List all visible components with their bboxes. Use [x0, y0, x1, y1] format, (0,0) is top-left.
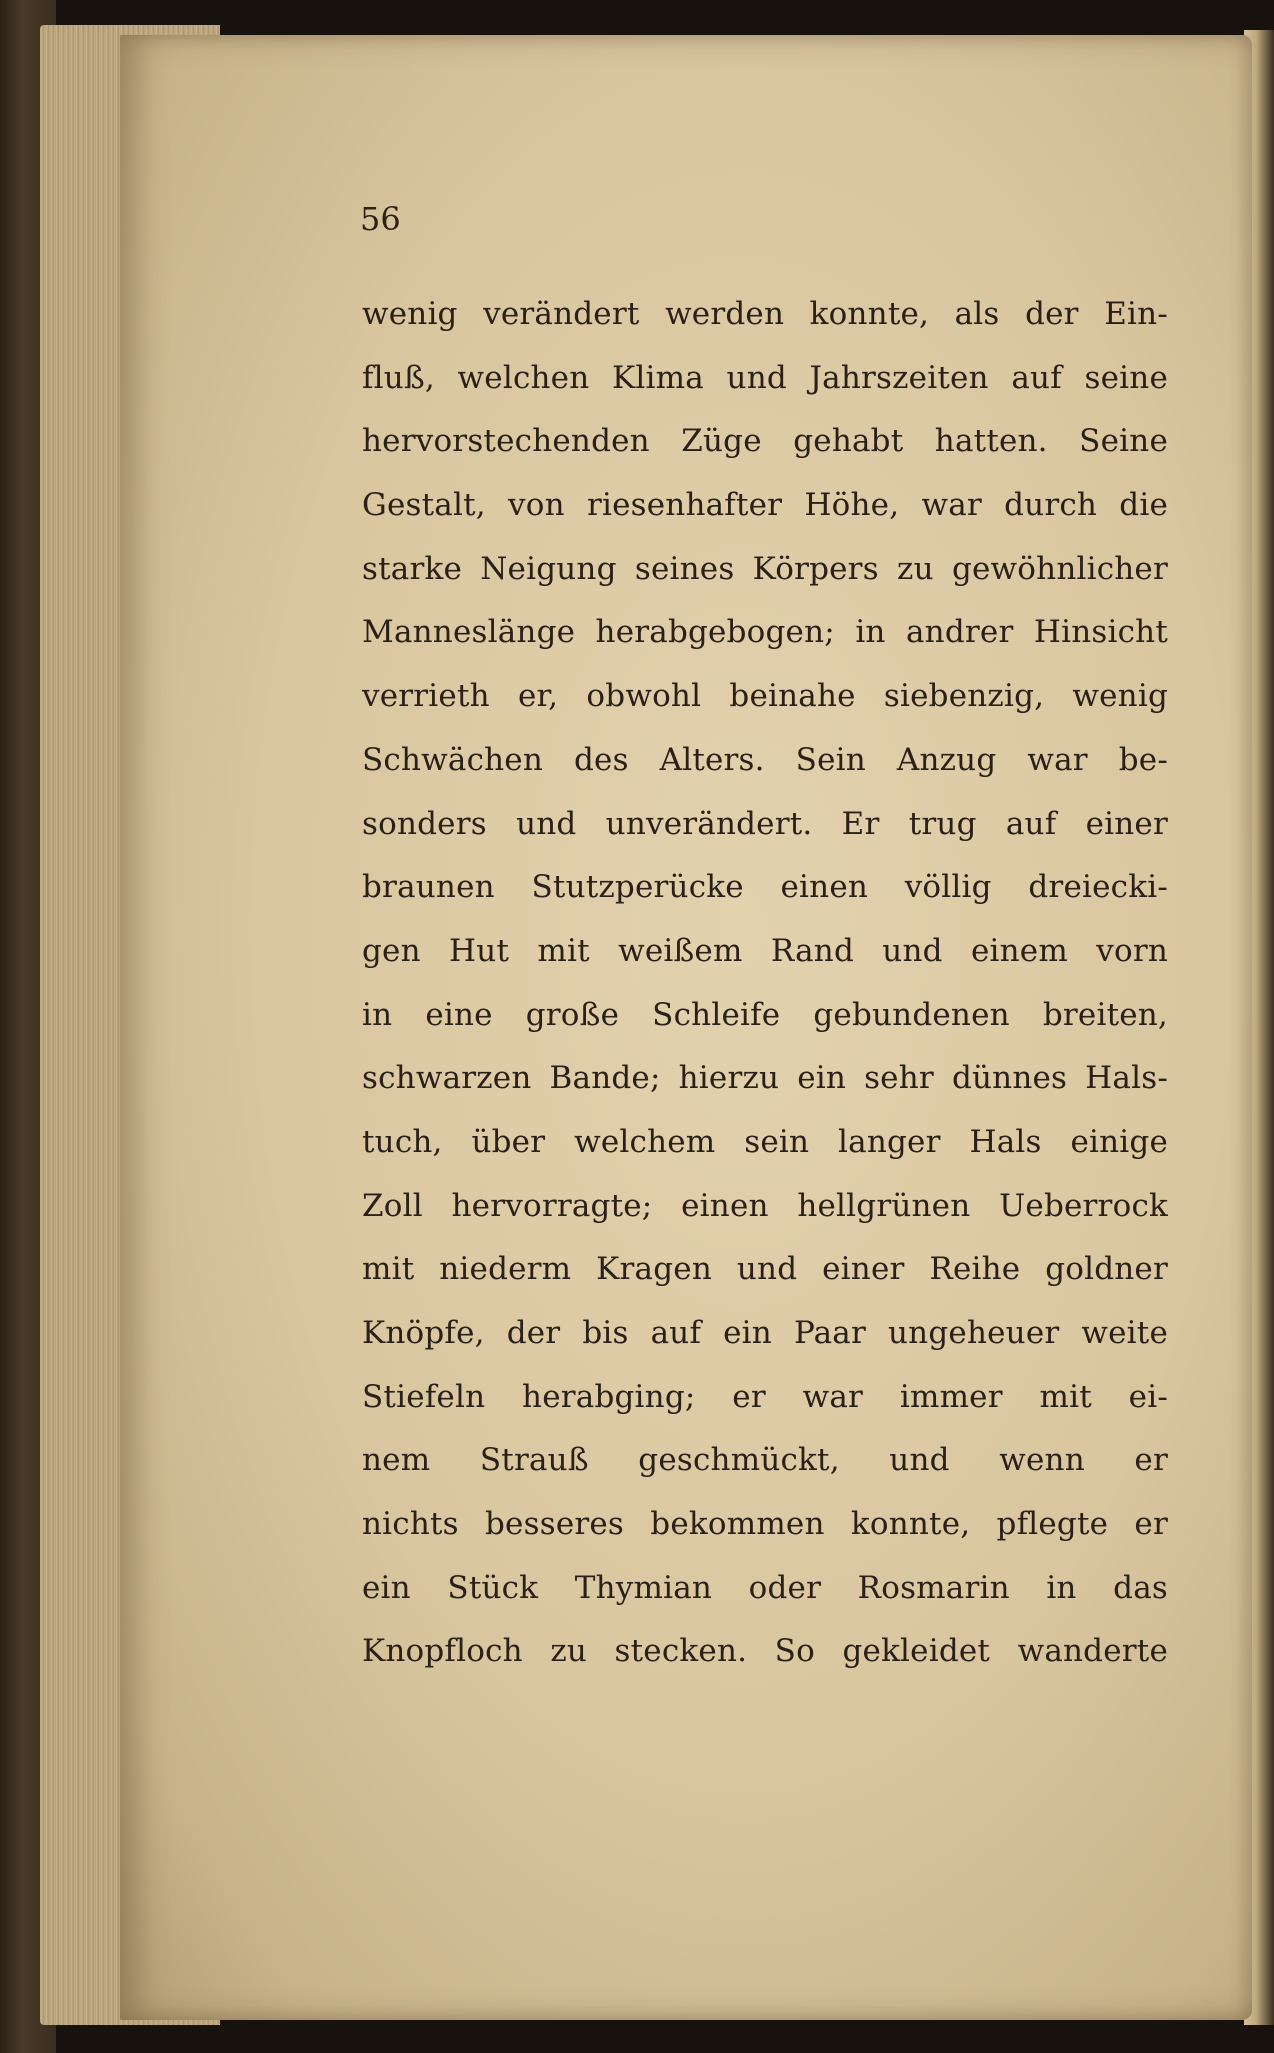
text-line: verrieth er, obwohl beinahe siebenzig, wenig: [362, 678, 1168, 715]
text-line: fluß, welchen Klima und Jahrszeiten auf seine: [362, 359, 1168, 396]
page-number: 56: [360, 200, 401, 238]
text-line: sonders und unverändert. Er trug auf einer: [362, 805, 1168, 842]
text-line: in eine große Schleife gebundenen breiten,: [362, 996, 1168, 1033]
text-line: Gestalt, von riesenhafter Höhe, war durch die: [362, 487, 1168, 524]
body-text: [362, 283, 1168, 1684]
text-line: nem Strauß geschmückt, und wenn er: [362, 1442, 1168, 1479]
text-line: wenig verändert werden konnte, als der Ein-: [362, 296, 1168, 332]
text-line: Zoll hervorragte; einen hellgrünen Ueberrock: [362, 1187, 1168, 1224]
text-line: nichts besseres bekommen konnte, pflegte er: [362, 1506, 1168, 1543]
text-line: Knöpfe, der bis auf ein Paar ungeheuer weite: [362, 1315, 1168, 1351]
text-line: tuch, über welchem sein langer Hals einige: [362, 1123, 1168, 1160]
text-line: braunen Stutzperücke einen völlig dreiecki-: [362, 869, 1168, 906]
text-line: Stiefeln herabging; er war immer mit ei-: [362, 1378, 1168, 1415]
text-line: schwarzen Bande; hierzu ein sehr dünnes Hals-: [362, 1060, 1168, 1097]
text-line: Manneslänge herabgebogen; in andrer Hinsicht: [362, 614, 1168, 651]
text-line: ein Stück Thymian oder Rosmarin in das: [362, 1569, 1168, 1606]
text-line: Schwächen des Alters. Sein Anzug war be-: [362, 741, 1168, 778]
text-line: Knopfloch zu stecken. So gekleidet wanderte: [362, 1633, 1168, 1670]
text-line: mit niederm Kragen und einer Reihe goldner: [362, 1251, 1168, 1288]
text-line: starke Neigung seines Körpers zu gewöhnlicher: [362, 550, 1168, 587]
text-line: hervorstechenden Züge gehabt hatten. Seine: [362, 423, 1168, 460]
text-line: gen Hut mit weißem Rand und einem vorn: [362, 932, 1168, 969]
